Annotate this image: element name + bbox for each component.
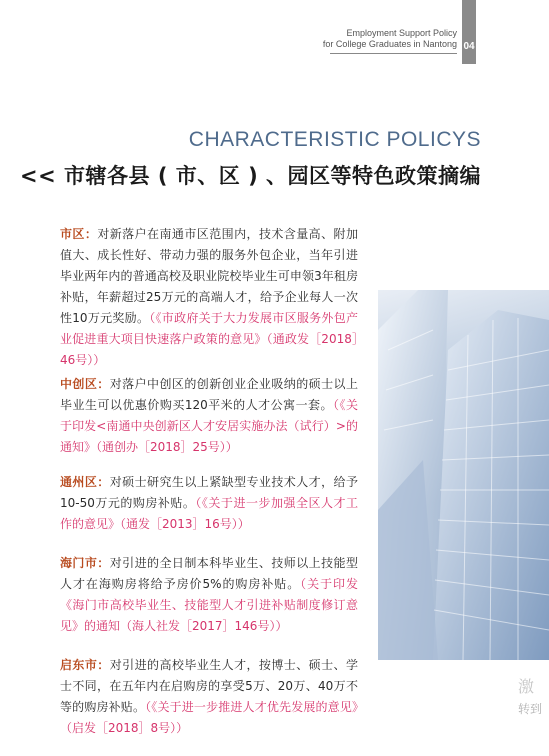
entry-label: 市区： [60,227,98,241]
page-number: 04 [463,41,475,52]
next-page-teaser [518,676,542,720]
entry-text: 对引进的全日制本科毕业生、技师以上技能型人才在海购房将给予房价5%的购房补贴。 [60,556,358,591]
entry-reference: （《关于进一步推进人才优先发展的意见》（启发［2018］8号）） [60,700,358,735]
policy-entry-haimen [60,553,358,637]
entry-text: 对引进的高校毕业生人才，按博士、硕士、学士不同，在五年内在启购房的享受5万、20万、40万不等的购房补贴。 [60,658,358,714]
header-line-2: for College Graduates in Nantong [322,39,457,49]
policy-entry-zhongchuang [60,374,358,458]
entry-text: 对硕士研究生以上紧缺型专业技术人才，给予10-50万元的购房补贴。 [60,475,358,510]
header-text [323,28,457,50]
skyscraper-photo [378,290,549,660]
entry-label: 海门市： [60,556,110,570]
policy-entry-tongzhou [60,472,358,535]
policy-entry-city [60,224,358,371]
header-line-1: Employment Support Policy [346,28,457,38]
header-rule [330,53,457,54]
entry-reference: （《关于印发<南通中央创新区人才安居实施办法（试行）>的通知》（通创办［2018］25号）） [60,398,358,454]
entry-text: 对新落户在南通市区范围内，技术含量高、附加值大、成长性好、带动力强的服务外包企业，当年引进毕业两年内的普通高校及职业院校毕业生可申领3年租房补贴，年薪超过25万元的高端人才，给予企业每人一次性10万元奖励。 [60,227,358,325]
skyscraper-illustration [378,290,549,660]
next-page-line-1: 激 [518,677,535,696]
next-page-line-2: 转到 [518,702,543,716]
policy-entry-qidong [60,655,358,739]
title-chinese: << 市辖各县 ( 市、区 ) 、园区等特色政策摘编 [20,164,481,188]
page-number-tab [462,0,476,64]
entry-reference: （《市政府关于大力发展市区服务外包产业促进重大项目快速落户政策的意见》（通政发［2018］46号）） [60,311,358,367]
entry-label: 通州区： [60,475,110,489]
entry-reference: （关于印发《海门市高校毕业生、技能型人才引进补贴制度修订意见》的通知（海人社发［2017］146号）） [60,577,358,633]
title-english: CHARACTERISTIC POLICYS [188,128,481,151]
entry-label: 中创区： [60,377,110,391]
entry-reference: （《关于进一步加强全区人才工作的意见》（通发［2013］16号）） [60,496,358,531]
entry-text: 对落户中创区的创新创业企业吸纳的硕士以上毕业生可以优惠价购买120平米的人才公寓一套。 [60,377,358,412]
entry-label: 启东市： [60,658,110,672]
